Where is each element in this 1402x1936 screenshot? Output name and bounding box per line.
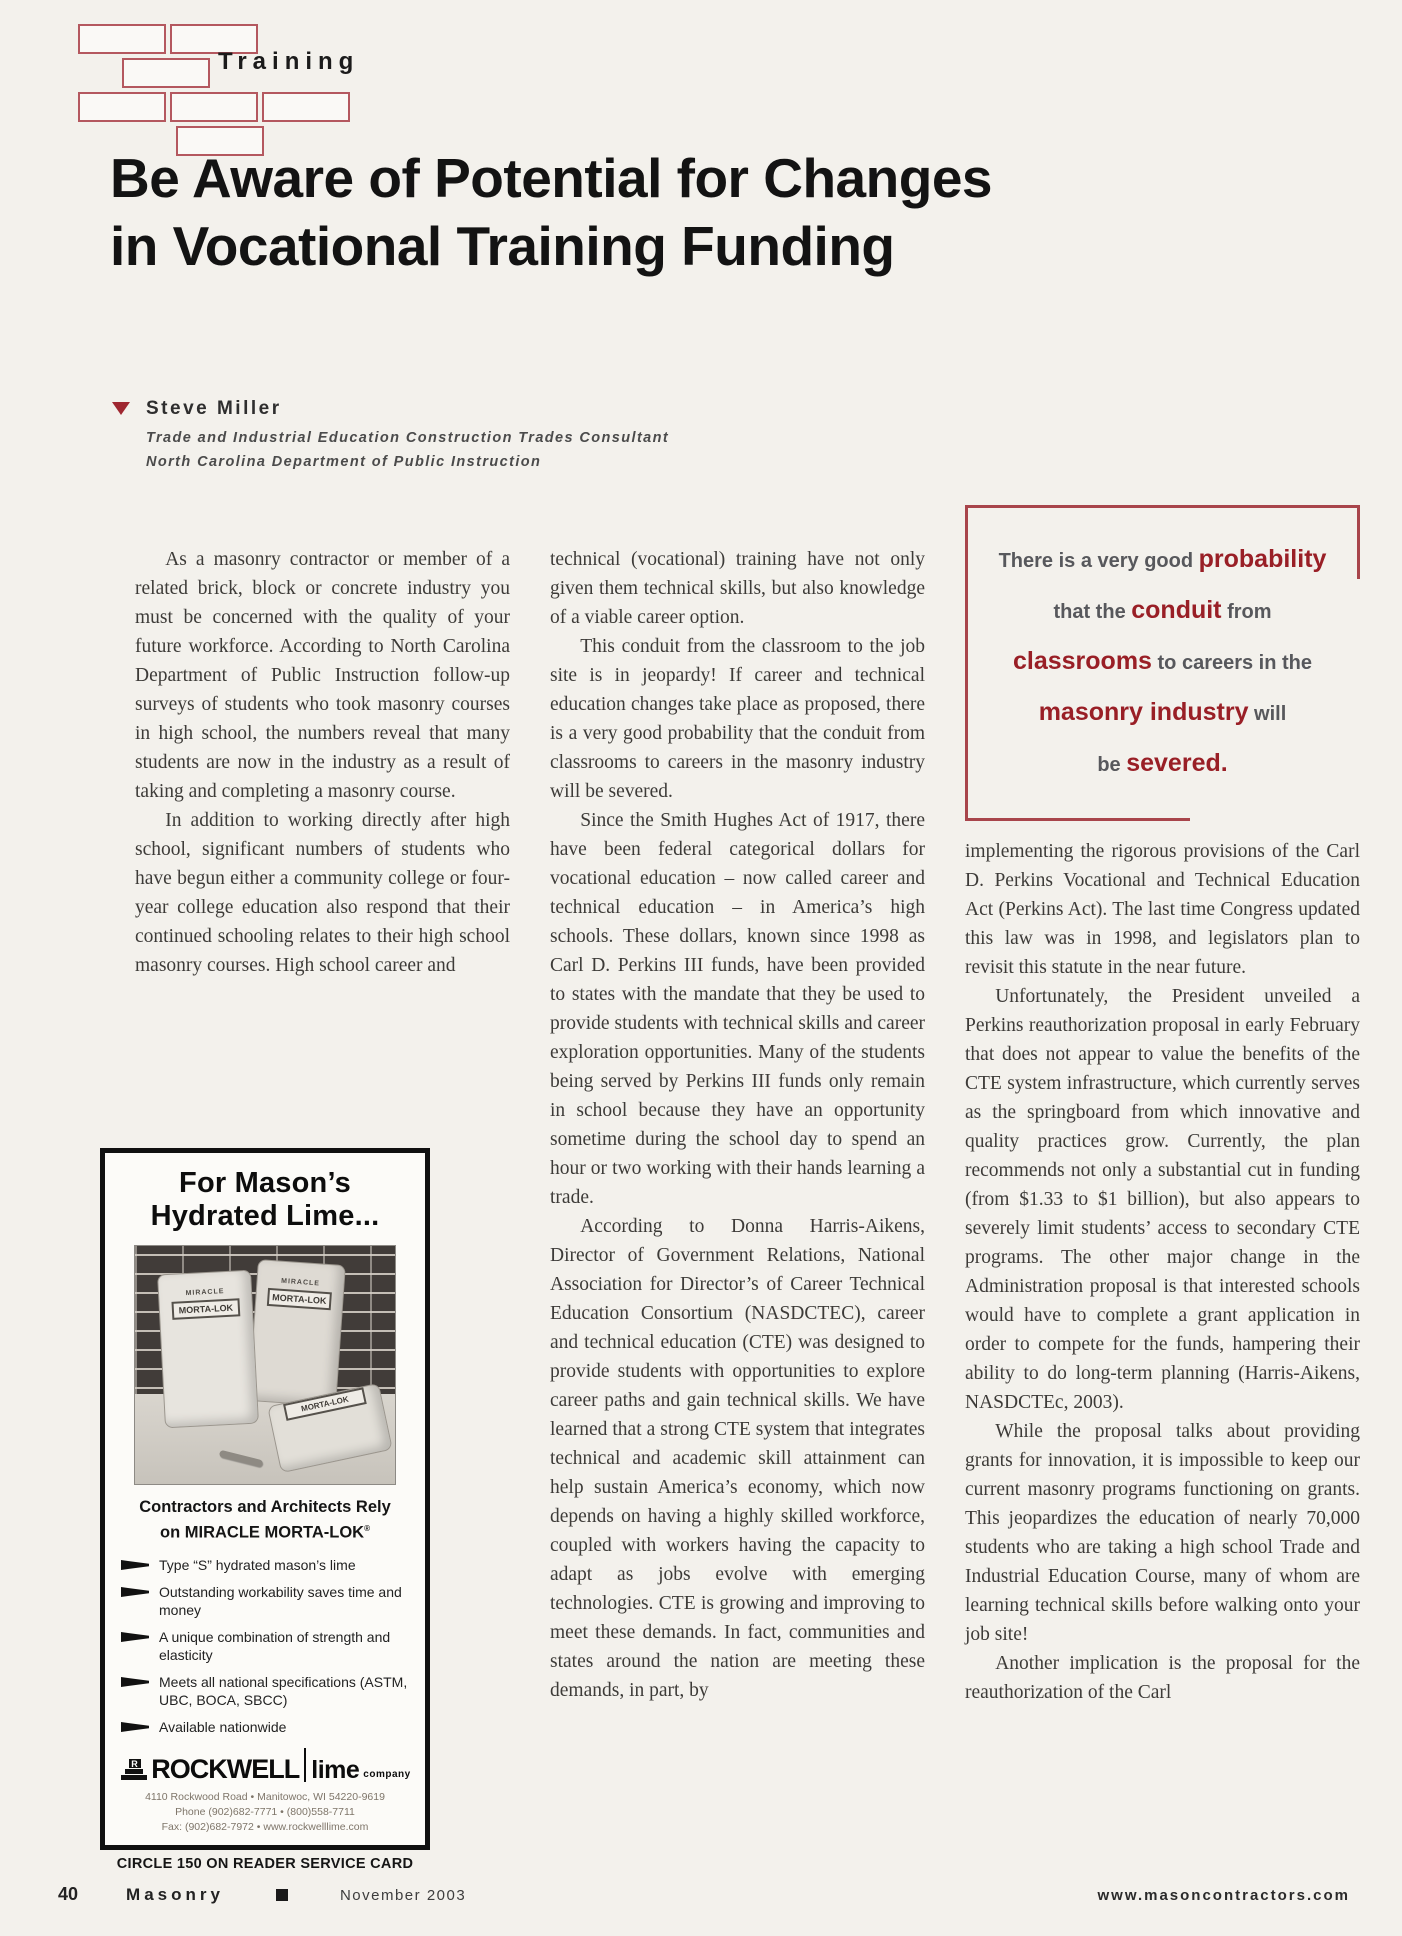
paragraph: implementing the rigorous provisions of the Carl D. Perkins Vocational and Technical Education Act (Perkins Act). The last time Congress updated this law was in 1998, and legislators plan to revisit this statute in the near future. — [965, 841, 1360, 978]
page-footer — [58, 1884, 1350, 1905]
article-title-line2: in Vocational Training Funding — [110, 215, 895, 277]
bullet-text: Available nationwide — [159, 1718, 287, 1735]
address-line: Phone (902)682-7771 • (800)558-7711 — [175, 1805, 355, 1818]
column-3 — [965, 545, 1360, 1707]
author-roles — [146, 426, 669, 474]
reader-service-note: CIRCLE 150 ON READER SERVICE CARD — [116, 1856, 414, 1872]
rockwell-brick-stack-icon: R — [119, 1758, 149, 1780]
pull-quote-highlight: classrooms — [1012, 647, 1152, 675]
wedge-bullet-icon — [121, 1559, 149, 1572]
section-label: Training — [218, 48, 360, 75]
magazine-name: Masonry — [126, 1885, 224, 1904]
pull-quote-text: be — [1097, 754, 1127, 776]
ad-title-line2: Hydrated Lime... — [150, 1200, 380, 1232]
lime-bag — [248, 1259, 346, 1407]
ad-heading-line2 — [113, 1518, 417, 1544]
pull-quote-border-left — [965, 505, 968, 821]
author-name: Steve Miller — [146, 398, 282, 419]
logo-company: company — [363, 1768, 411, 1780]
ad-heading — [113, 1497, 417, 1544]
byline — [112, 398, 669, 474]
paragraph: Since the Smith Hughes Act of 1917, there have been federal categorical dollars for vocational education – now called career and technical education – in America’s high schools. These dollars, known since 1998 as Carl D. Perkins III funds, have been provided to states with the mandate that they be used to provide students with technical skills and career exploration opportunities. Many of the students being served by Perkins III funds only remain in school because they have an opportunity sometime during the school day to spend an hour or two working with their hands learning a trade. — [550, 810, 925, 1208]
pull-quote-line — [975, 695, 1350, 731]
author-role-1: Trade and Industrial Education Construction Trades Consultant — [146, 430, 670, 446]
pull-quote-text: will — [1248, 703, 1287, 725]
article-title-line1: Be Aware of Potential for Changes — [110, 147, 993, 209]
bag-label: MORTA-LOK — [267, 1288, 332, 1310]
ad-heading-text: on MIRACLE MORTA-LOK — [160, 1523, 365, 1542]
wedge-bullet-icon — [121, 1631, 149, 1644]
pull-quote-border-right — [1357, 505, 1360, 579]
paragraph: As a masonry contractor or member of a related brick, block or concrete industry you must be concerned with the quality of your future workforce. According to North Carolina Department of Public Instruction follow-up surveys of students who took masonry courses in high school, the numbers reveal that many students are now in the industry as a result of taking and completing a masonry course. — [135, 549, 510, 802]
pull-quote-border-top — [965, 505, 1360, 508]
square-separator-icon — [276, 1889, 288, 1901]
page-number: 40 — [58, 1884, 79, 1904]
pull-quote-border-bottom — [965, 818, 1190, 821]
brick-icon — [170, 92, 258, 122]
paragraph: According to Donna Harris-Aikens, Director of Government Relations, National Association for Director’s of Career Technical Education Consortium (NASDCTEC), career and technical education (CTE) was designed to provide students with opportunities to explore career paths and gain technical skills. We have learned that a strong CTE system that integrates technical and academic skill attainment can help sustain America’s economy, which now depends on having a highly skilled workforce, coupled with workers having the capacity to adapt as jobs evolve with emerging technologies. CTE is growing and improving to meet these demands. In fact, communities and states around the nation are meeting these demands, in part, by — [550, 1216, 925, 1701]
brick-icon — [122, 58, 210, 88]
pull-quote-text: that the — [1053, 601, 1132, 623]
logo-name: ROCKWELL — [151, 1753, 300, 1784]
pull-quote-text: from — [1221, 601, 1272, 623]
pull-quote-highlight: masonry industry — [1038, 698, 1249, 726]
footer-left — [58, 1884, 466, 1905]
ad-bullet-list — [121, 1556, 415, 1736]
paragraph: technical (vocational) training have not only given them technical skills, but also knowledge of a viable career option. — [550, 549, 925, 628]
brick-icon — [78, 92, 166, 122]
column-2 — [550, 545, 925, 1707]
bullet-text: Meets all national specifications (ASTM, UBC, BOCA, SBCC) — [159, 1673, 408, 1708]
ad-address — [113, 1790, 417, 1835]
author-role-2: North Carolina Department of Public Instruction — [146, 454, 542, 470]
bag-label: MORTA-LOK — [283, 1387, 367, 1421]
pull-quote-line — [975, 593, 1350, 629]
paragraph: Another implication is the proposal for the reauthorization of the Carl — [965, 1653, 1360, 1703]
paragraph: Unfortunately, the President unveiled a Perkins reauthorization proposal in early February that does not appear to value the benefits of the CTE system infrastructure, which currently serves as the springboard from which innovative and quality practices grow. Currently, the plan recommends not only a substantial cut in funding (from $1.33 to $1 billion), but also appears to severely limit students’ access to secondary CTE programs. The other major change in the Administration proposal is that interested schools would have to complete a grant application in order to compete for the funds, hampering their ability to do long-term planning (Harris-Aikens, NASDCTEc, 2003). — [965, 986, 1360, 1413]
bag-label: MIRACLE — [280, 1277, 321, 1288]
bag-label: MIRACLE — [185, 1288, 225, 1298]
address-line: Fax: (902)682-7972 • www.rockwelllime.com — [161, 1820, 369, 1833]
bullet-item — [121, 1556, 415, 1574]
pull-quote-highlight: severed. — [1126, 749, 1228, 777]
bullet-text: A unique combination of strength and elasticity — [159, 1628, 391, 1663]
paragraph: This conduit from the classroom to the job site is in jeopardy! If career and technical education changes take place as proposed, there is a very good probability that the conduit from classrooms to careers in the masonry industry will be severed. — [550, 636, 925, 802]
pull-quote-text: to careers in the — [1151, 652, 1313, 674]
pull-quote-highlight: probability — [1198, 545, 1327, 573]
article-title — [110, 144, 1380, 280]
rockwell-logo-row — [119, 1748, 410, 1782]
logo-product: lime — [311, 1755, 360, 1784]
pull-quote-text: There is a very good — [998, 550, 1199, 572]
issue-date: November 2003 — [339, 1887, 467, 1904]
pull-quote — [965, 505, 1360, 821]
byline-row — [112, 398, 669, 420]
registered-mark: ® — [364, 1524, 370, 1533]
pull-quote-highlight: conduit — [1131, 596, 1222, 624]
wedge-bullet-icon — [121, 1586, 149, 1599]
brick-icon — [262, 92, 350, 122]
rockwell-ad — [100, 1148, 430, 1850]
pull-quote-line — [975, 746, 1350, 782]
website-url: www.masoncontractors.com — [1097, 1887, 1350, 1904]
bullet-text: Outstanding workability saves time and money — [159, 1583, 402, 1618]
ad-title-line1: For Mason’s — [179, 1167, 351, 1199]
lime-bag — [157, 1270, 259, 1429]
bullet-text: Type “S” hydrated mason’s lime — [159, 1556, 356, 1573]
address-line: 4110 Rockwood Road • Manitowoc, WI 54220-9619 — [145, 1790, 385, 1803]
triangle-marker-icon — [112, 402, 130, 415]
bullet-item — [121, 1673, 415, 1709]
ad-title — [113, 1167, 417, 1233]
logo-divider — [304, 1748, 306, 1782]
wedge-bullet-icon — [121, 1721, 149, 1734]
bag-label: MORTA-LOK — [171, 1298, 240, 1320]
bullet-item — [121, 1583, 415, 1619]
pull-quote-line — [975, 542, 1350, 578]
paragraph: In addition to working directly after high school, significant numbers of students who have begun either a community college or four-year college education also respond that their continued schooling relates to their high school masonry courses. High school career and — [135, 810, 510, 976]
paragraph: While the proposal talks about providing grants for innovation, it is impossible to keep our current masonry programs functioning on grants. This jeopardizes the education of nearly 70,000 students who are taking a high school Trade and Industrial Education Course, many of whom are learning technical skills before walking onto your job site! — [965, 1421, 1360, 1645]
ad-product-photo — [134, 1245, 396, 1485]
wedge-bullet-icon — [121, 1676, 149, 1689]
pull-quote-line — [975, 644, 1350, 680]
bullet-item — [121, 1628, 415, 1664]
rockwell-logo — [113, 1748, 417, 1835]
bullet-item — [121, 1718, 415, 1736]
ad-heading-line1: Contractors and Architects Rely — [139, 1498, 391, 1516]
brick-icon — [78, 24, 166, 54]
